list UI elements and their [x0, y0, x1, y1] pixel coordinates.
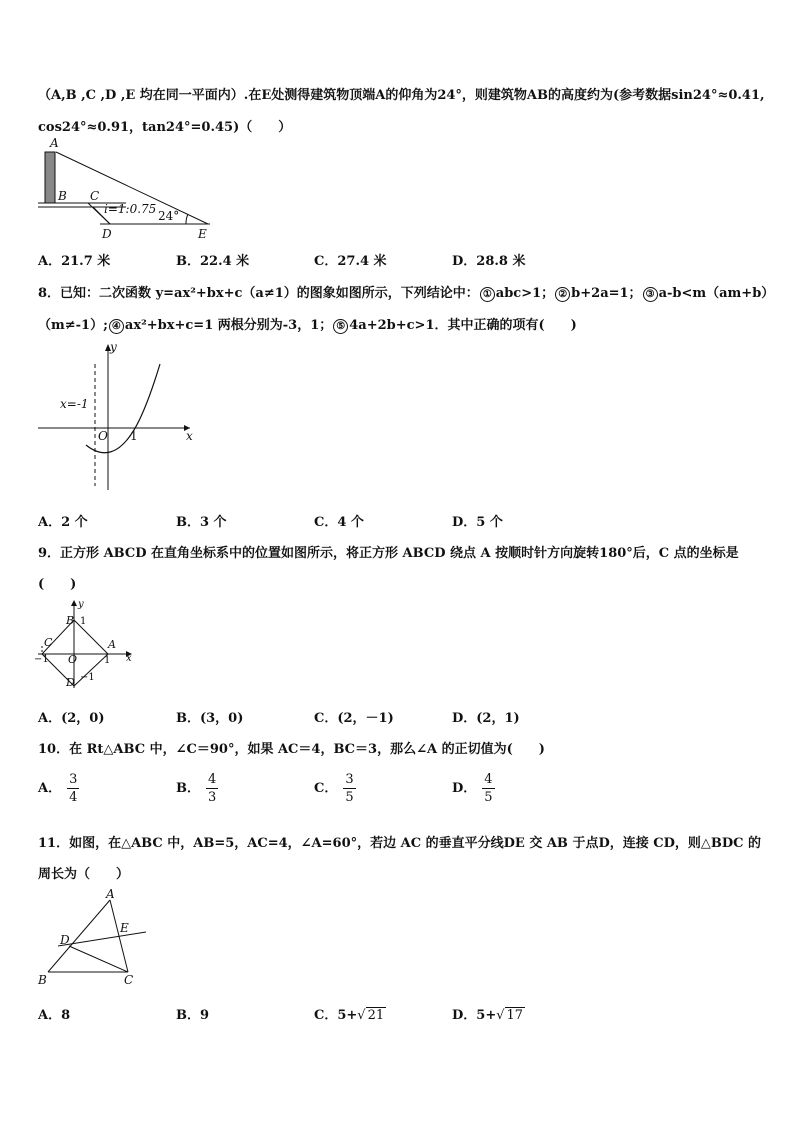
- q11-label-C: C: [124, 973, 134, 987]
- q10-option-b-label: B．: [176, 781, 200, 796]
- numerator: 3: [345, 772, 354, 787]
- q8-stem: 8．已知：二次函数 y=ax²+bx+c（a≠1）的图象如图所示，下列结论中：: [38, 286, 479, 301]
- q11-text-line1: 11．如图，在△ABC 中，AB=5，AC=4，∠A=60°，若边 AC 的垂直平分线DE 交 AB 于点D，连接 CD，则△BDC 的: [38, 836, 761, 851]
- q9-axis-y-label: y: [78, 599, 84, 610]
- q8-statement-4: ax²+bx+c=1 两根分别为-3，1；: [124, 318, 333, 333]
- denominator: 5: [484, 790, 493, 805]
- q7-option-a[interactable]: A．21.7 米: [38, 254, 111, 269]
- sqrt-icon: √: [496, 1008, 505, 1023]
- q9-label-A: A: [108, 638, 116, 651]
- q8-marker-3: ③: [643, 287, 658, 302]
- q10-option-c-label: C．: [314, 781, 338, 796]
- q8-marker-2: ②: [555, 287, 570, 302]
- denominator: 5: [345, 790, 354, 805]
- q11-label-A: A: [106, 887, 115, 901]
- q11-label-E: E: [120, 921, 129, 935]
- q8-symmetry-axis-label: x=-1: [60, 397, 89, 411]
- q7-text-line1: （A,B ,C ,D ,E 均在同一平面内）.在E处测得建筑物顶端A的仰角为24°，则建筑物AB的高度约为(参考数据sin24°≈0.41,: [38, 88, 765, 103]
- q10-option-d-label: D．: [452, 781, 477, 796]
- q7-option-d[interactable]: D．28.8 米: [452, 254, 526, 269]
- q8-marker-4: ④: [109, 319, 124, 334]
- q8-statement-2: b+2a=1；: [571, 286, 642, 301]
- q8-option-d[interactable]: D．5 个: [452, 515, 503, 530]
- q8-axis-x-label: x: [186, 429, 193, 443]
- q10-option-a-label: A．: [38, 781, 62, 796]
- q8-text-line2: [38, 314, 577, 334]
- q7-text-line2: cos24°≈0.91，tan24°=0.45)（ ）: [38, 120, 292, 135]
- q8-option-c[interactable]: C．4 个: [314, 515, 364, 530]
- numerator: 4: [208, 772, 217, 787]
- q11-text-line2: 周长为（ ）: [38, 867, 130, 882]
- q7-slope-label: i=1:0.75: [104, 202, 157, 216]
- q10-option-b-fraction: [206, 772, 218, 805]
- q7-label-E: E: [198, 227, 207, 241]
- q8-axis-y-label: y: [110, 340, 117, 354]
- sqrt-icon: √: [357, 1008, 366, 1023]
- q8-parabola-figure: [38, 340, 198, 490]
- q8-tick-1-label: 1: [130, 429, 138, 443]
- q7-angle-label: 24°: [158, 209, 180, 223]
- q9-tick-right: 1: [104, 655, 111, 666]
- q9-label-D: D: [66, 676, 75, 689]
- q10-text-line1: 10．在 Rt△ABC 中，∠C＝90°，如果 AC＝4，BC＝3，那么∠A 的正切值为( ): [38, 742, 545, 757]
- q9-option-a[interactable]: A．(2，0): [38, 711, 105, 726]
- q11-option-c[interactable]: [314, 1004, 386, 1023]
- q7-option-c[interactable]: C．27.4 米: [314, 254, 387, 269]
- q11-triangle-figure: [38, 888, 158, 988]
- q7-option-b[interactable]: B．22.4 米: [176, 254, 250, 269]
- q9-origin-label: O: [68, 653, 78, 666]
- q10-option-c-fraction: [343, 772, 355, 805]
- q8-option-a[interactable]: A．2 个: [38, 515, 88, 530]
- q11-option-c-radicand: 21: [367, 1008, 385, 1023]
- q11-option-b[interactable]: B．9: [176, 1008, 210, 1023]
- q9-label-C: C: [44, 636, 53, 649]
- q11-label-D: D: [60, 933, 70, 947]
- q10-option-a-fraction: [67, 772, 79, 805]
- q9-tick-left: −1: [34, 654, 49, 665]
- denominator: 4: [69, 790, 78, 805]
- q9-option-b[interactable]: B．(3，0): [176, 711, 244, 726]
- q9-tick-bottom: −1: [80, 672, 95, 683]
- q11-label-B: B: [38, 973, 47, 987]
- q9-tick-top: 1: [80, 616, 87, 627]
- q8-statement-5: 4a+2b+c>1．其中正确的项有( ): [349, 318, 577, 333]
- q8-statement-1: abc>1；: [495, 286, 555, 301]
- q10-option-d[interactable]: [452, 772, 495, 805]
- q11-option-d-radicand: 17: [506, 1008, 524, 1023]
- q11-option-a[interactable]: A．8: [38, 1008, 71, 1023]
- q8-text-line1: [38, 282, 774, 302]
- q11-option-c-prefix: C．5+: [314, 1008, 358, 1023]
- q10-option-a[interactable]: [38, 772, 79, 805]
- q9-square-figure: [34, 598, 138, 689]
- q8-origin-label: O: [98, 429, 108, 443]
- q7-label-C: C: [90, 189, 100, 203]
- q11-option-d-prefix: D．5+: [452, 1008, 497, 1023]
- q10-option-b[interactable]: [176, 772, 218, 805]
- q8-statement-3: a-b<m（am+b）: [658, 286, 775, 301]
- q9-text-line1: 9．正方形 ABCD 在直角坐标系中的位置如图所示，将正方形 ABCD 绕点 A 按顺时针方向旋转180°后，C 点的坐标是: [38, 546, 739, 561]
- q8-marker-1: ①: [480, 287, 495, 302]
- q10-option-d-fraction: [482, 772, 494, 805]
- numerator: 4: [484, 772, 493, 787]
- q9-option-c[interactable]: C．(2，－1): [314, 711, 394, 726]
- q9-axis-x-label: x: [126, 653, 132, 664]
- q8-statement-3-cont: （m≠-1）;: [38, 318, 108, 333]
- q9-text-line2: ( ): [38, 577, 77, 592]
- q10-option-c[interactable]: [314, 772, 356, 805]
- numerator: 3: [69, 772, 78, 787]
- denominator: 3: [208, 790, 217, 805]
- q7-label-B: B: [58, 189, 67, 203]
- q7-building-figure: [38, 136, 218, 244]
- q7-label-D: D: [102, 227, 112, 241]
- q8-option-b[interactable]: B．3 个: [176, 515, 227, 530]
- q9-option-d[interactable]: D．(2，1): [452, 711, 520, 726]
- q8-marker-5: ⑤: [333, 319, 348, 334]
- q7-label-A: A: [50, 136, 59, 150]
- q11-option-d[interactable]: [452, 1004, 525, 1023]
- q9-label-B: B: [66, 614, 75, 627]
